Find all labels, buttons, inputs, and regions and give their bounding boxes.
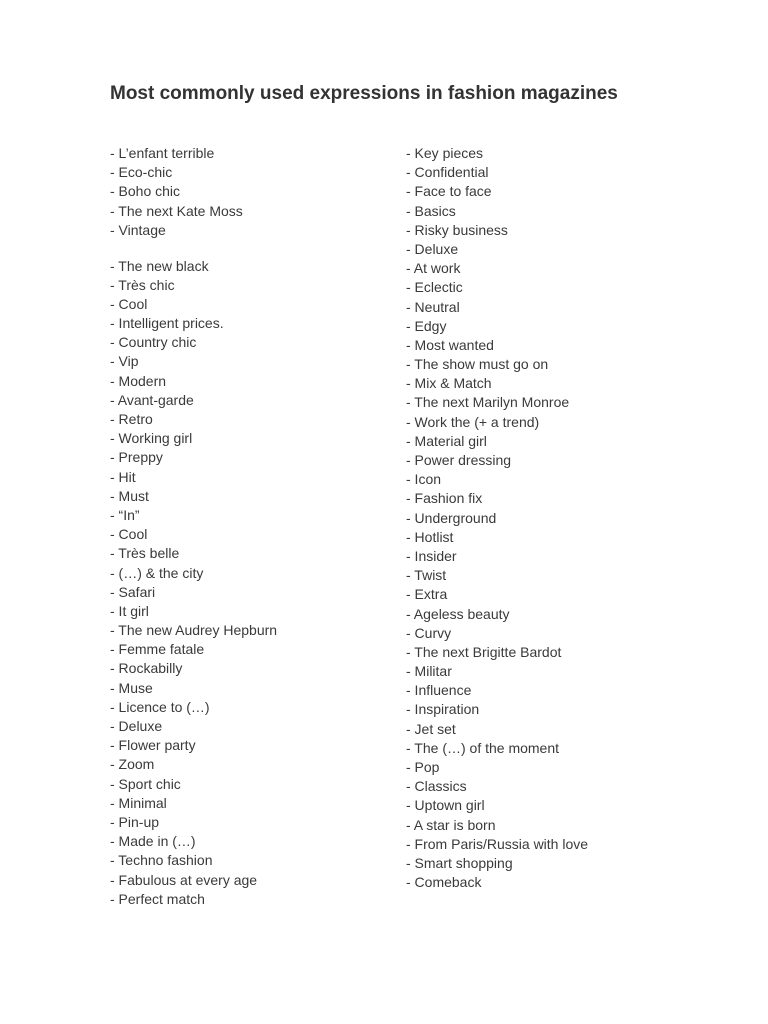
list-item: - Boho chic: [110, 183, 181, 200]
list-item: - Confidential: [406, 164, 489, 181]
list-item: - Très chic: [110, 276, 175, 293]
expressions-list-right: [406, 144, 726, 892]
list-item: - Vip: [110, 353, 139, 370]
list-item: - Most wanted: [406, 336, 494, 353]
list-item: - Flower party: [110, 737, 196, 754]
list-item: - Hotlist: [406, 528, 454, 545]
list-item: - Power dressing: [406, 452, 512, 468]
list-item: - Hit: [110, 468, 136, 485]
list-item: - Key pieces: [406, 145, 484, 161]
list-item: - “In”: [110, 506, 140, 523]
list-item: - Avant-garde: [110, 391, 194, 408]
list-item: - Muse: [110, 679, 153, 696]
list-item: - It girl: [110, 602, 149, 619]
list-item: - The new Audrey Hepburn: [110, 622, 278, 639]
list-item: - Retro: [110, 411, 153, 428]
list-item: - Neutral: [406, 298, 460, 315]
list-item: - Femme fatale: [110, 641, 205, 658]
list-item: - Insider: [406, 547, 457, 564]
list-item: - Basics: [406, 202, 456, 219]
list-item: - Pin-up: [110, 813, 160, 830]
expressions-list-left: [110, 144, 390, 909]
list-item: - Preppy: [110, 449, 163, 466]
list-item: - The next Kate Moss: [110, 202, 243, 219]
list-item: - Cool: [110, 295, 148, 312]
list-item: - Perfect match: [110, 890, 205, 907]
list-item: - Fabulous at every age: [110, 871, 258, 888]
list-item: - Country chic: [110, 334, 197, 351]
list-item: - Made in (…): [110, 833, 196, 850]
list-item: - Zoom: [110, 756, 155, 773]
list-item: - Icon: [406, 471, 442, 488]
list-item: - Techno fashion: [110, 852, 213, 869]
list-item: - Uptown girl: [406, 797, 485, 814]
list-item: - Underground: [406, 509, 497, 526]
list-item: - Influence: [406, 682, 472, 699]
list-item: - Rockabilly: [110, 660, 183, 677]
list-item: - Cool: [110, 526, 148, 543]
list-item: - Comeback: [406, 874, 482, 891]
list-item: - Jet set: [406, 720, 456, 737]
list-item: - The next Marilyn Monroe: [406, 394, 570, 411]
list-item: - A star is born: [406, 816, 496, 833]
list-item: - Très belle: [110, 545, 180, 562]
list-item: - Deluxe: [406, 240, 459, 257]
list-item: - Militar: [406, 663, 452, 680]
list-item: - Mix & Match: [406, 375, 492, 392]
list-item: - At work: [406, 260, 461, 277]
list-item: - Risky business: [406, 221, 508, 238]
list-item: - Work the (+ a trend): [406, 413, 540, 430]
list-item: - The show must go on: [406, 356, 549, 373]
list-item: - Pop: [406, 759, 440, 775]
list-item: - (…) & the city: [110, 564, 204, 581]
list-item: - The next Brigitte Bardot: [406, 643, 562, 660]
list-item: - Vintage: [110, 221, 166, 238]
list-item: - Smart shopping: [406, 854, 513, 871]
list-item: - Minimal: [110, 794, 167, 811]
list-item: - The new black: [110, 257, 209, 274]
list-item: - Curvy: [406, 624, 452, 641]
list-item: - Sport chic: [110, 775, 181, 792]
list-item: - Modern: [110, 372, 167, 389]
list-item: - From Paris/Russia with love: [406, 835, 589, 852]
list-item: - Twist: [406, 567, 447, 584]
list-item: - Edgy: [406, 317, 447, 334]
list-item: - Deluxe: [110, 718, 163, 735]
page-title: Most commonly used expressions in fashion magazines: [110, 83, 618, 104]
list-item: - Face to face: [406, 183, 492, 200]
list-item: - Ageless beauty: [406, 605, 510, 622]
list-item: - Licence to (…): [110, 698, 210, 715]
list-item: - Material girl: [406, 432, 487, 449]
list-item: - Safari: [110, 583, 156, 600]
list-item: - Extra: [406, 586, 448, 603]
list-item: - Classics: [406, 778, 467, 795]
list-item: - Inspiration: [406, 701, 480, 718]
list-item: - Eclectic: [406, 279, 463, 296]
list-item: - L’enfant terrible: [110, 145, 215, 161]
list-item: - Eco-chic: [110, 164, 173, 181]
list-item: - Working girl: [110, 430, 193, 447]
list-item: - The (…) of the moment: [406, 739, 560, 756]
list-item: - Must: [110, 487, 149, 504]
list-item: - Intelligent prices.: [110, 315, 224, 332]
list-item: - Fashion fix: [406, 490, 483, 507]
